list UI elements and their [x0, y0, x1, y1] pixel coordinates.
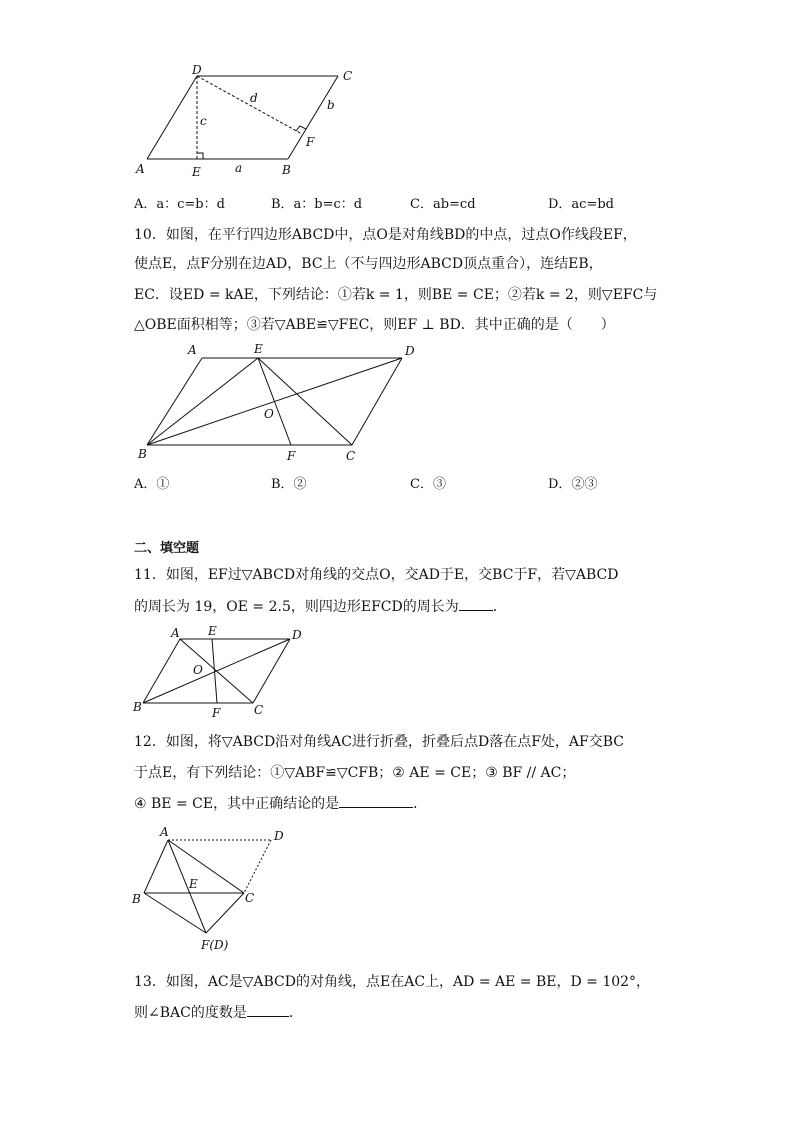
label-F: F(D): [201, 938, 229, 952]
q11-figure: [130, 622, 310, 722]
q10-line-2: 使点E，点F分别在边AD，BC上（不与四边形ABCD顶点重合），连结EB，: [134, 256, 603, 272]
label-D: D: [192, 63, 202, 77]
q12-line-1: 12．如图，将▽ABCD沿对角线AC进行折叠，折叠后点D落在点F处，AF交BC: [134, 734, 625, 750]
edge-DC: [253, 639, 290, 703]
q10-option-d: D．②③: [548, 477, 598, 492]
label-D: D: [274, 829, 284, 843]
label-C: C: [254, 703, 264, 717]
q11-line-2: [134, 597, 507, 616]
label-E: E: [192, 165, 201, 179]
segment-AF: [168, 840, 206, 933]
label-F: F: [306, 135, 315, 149]
label-d: d: [250, 91, 258, 105]
label-C: C: [346, 449, 356, 463]
edge-AB: [147, 358, 202, 445]
q12-line-2: 于点E，有下列结论：①▽ABF≌▽CFB；② AE = CE；③ BF // AC；: [134, 765, 576, 781]
q13-line-2-end: ．: [288, 1005, 303, 1021]
q13-line-2-text: 则∠BAC的度数是: [134, 1005, 247, 1021]
label-C: C: [343, 69, 353, 83]
segment-EF: [258, 358, 291, 445]
right-angle-E: [197, 153, 203, 159]
label-a: a: [235, 161, 243, 175]
label-A: A: [160, 825, 169, 839]
q10-line-4: △OBE面积相等；③若▽ABE≌▽FEC，则EF ⊥ BD．其中正确的是（ ）: [134, 317, 615, 333]
diagonal-AC: [168, 840, 244, 893]
label-E: E: [254, 342, 263, 356]
q10-option-a: A．①: [134, 477, 170, 492]
q12-line-3: [134, 794, 427, 813]
q9-option-c: C．ab=cd: [410, 197, 476, 212]
edge-AB: [144, 840, 168, 893]
edge-AB: [143, 639, 180, 703]
label-F: F: [212, 706, 221, 720]
label-b: b: [327, 98, 335, 112]
label-C: C: [245, 891, 255, 905]
label-E: E: [208, 624, 217, 638]
q9-option-d: D．ac=bd: [548, 197, 614, 212]
q13-line-2: [134, 1003, 303, 1022]
edge-AD: [147, 76, 197, 159]
q12-line-3-end: ．: [413, 796, 428, 812]
q12-line-3-text: ④ BE = CE，其中正确结论的是: [134, 796, 340, 812]
q11-answer-blank[interactable]: [459, 597, 493, 611]
q11-line-2-text: 的周长为 19，OE = 2.5，则四边形EFCD的周长为: [134, 599, 459, 615]
q10-option-b: B．②: [271, 477, 307, 492]
q10-line-1: 10．如图，在平行四边形ABCD中，点O是对角线BD的中点，过点O作线段EF，: [134, 227, 637, 243]
label-O: O: [193, 663, 203, 677]
label-O: O: [264, 407, 274, 421]
edge-DC-dotted: [244, 840, 271, 893]
height-DF: [197, 76, 302, 134]
label-B: B: [133, 700, 142, 714]
q10-line-3: EC．设ED = kAE，下列结论：①若k = 1，则BE = CE；②若k = 2，则▽EFC与: [134, 287, 658, 303]
q12-figure: [128, 822, 298, 957]
q10-figure: [130, 340, 430, 470]
q9-option-b: B．a：b=c：d: [271, 197, 363, 212]
segment-BF: [144, 893, 206, 933]
label-A: A: [188, 343, 197, 357]
q10-option-c: C．③: [410, 477, 446, 492]
q12-answer-blank[interactable]: [339, 794, 413, 808]
label-B: B: [282, 163, 291, 177]
right-angle-F: [296, 126, 306, 131]
q13-answer-blank[interactable]: [247, 1003, 289, 1017]
label-c: c: [200, 114, 207, 128]
q9-option-a: A．a：c=b：d: [134, 197, 225, 212]
label-E: E: [189, 877, 198, 891]
label-B: B: [132, 892, 141, 906]
label-A: A: [136, 162, 145, 176]
q11-line-2-end: ．: [492, 599, 507, 615]
q13-line-1: 13．如图，AC是▽ABCD的对角线，点E在AC上，AD = AE = BE，D = 102°，: [134, 974, 651, 990]
q11-line-1: 11．如图，EF过▽ABCD对角线的交点O，交AD于E，交BC于F，若▽ABCD: [134, 567, 619, 583]
label-D: D: [405, 344, 415, 358]
segment-EC: [258, 358, 352, 445]
edge-DC: [352, 358, 402, 445]
q9-figure: [130, 62, 370, 187]
label-A: A: [171, 626, 180, 640]
label-D: D: [292, 628, 302, 642]
label-B: B: [138, 447, 147, 461]
section-title: 二、填空题: [134, 541, 200, 556]
segment-BE: [147, 358, 258, 445]
segment-CF: [206, 893, 244, 933]
label-F: F: [287, 449, 296, 463]
